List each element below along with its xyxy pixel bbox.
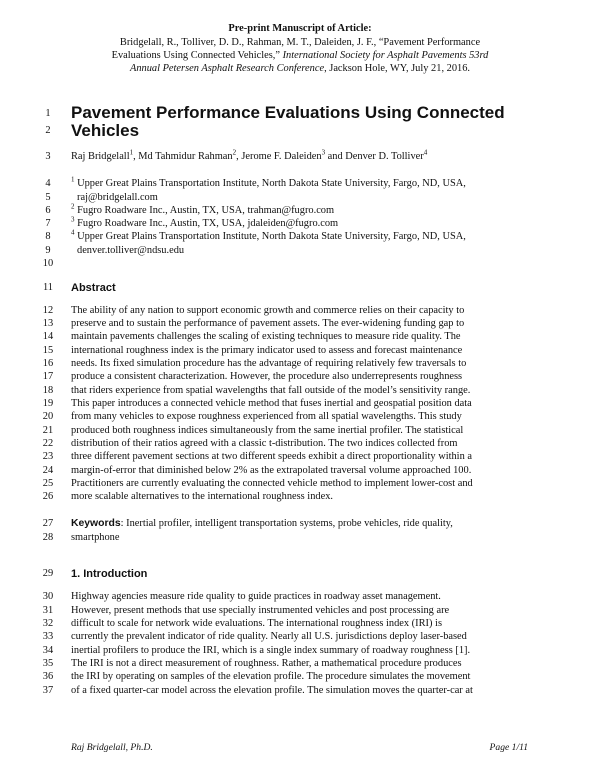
line-number: 19 xyxy=(42,398,54,409)
author-separator: , xyxy=(133,151,139,162)
keywords: Keywords: Inertial profiler, intelligent transportation systems, probe vehicles, ride quality, xyxy=(71,518,453,529)
citation-line-1: Bridgelall, R., Tolliver, D. D., Rahman, M. T., Daleiden, J. F., “Pavement Performance xyxy=(119,37,481,48)
footer-author: Raj Bridgelall, Ph.D. xyxy=(71,742,153,753)
line-number: 26 xyxy=(42,491,54,502)
intro-line: However, present methods that use specially instrumented vehicles and post processing are xyxy=(71,605,450,616)
line-number: 24 xyxy=(42,465,54,476)
line-number: 16 xyxy=(42,358,54,369)
line-number: 9 xyxy=(45,245,51,256)
keywords-label: Keywords xyxy=(71,518,121,529)
author-affiliation-mark: 2 xyxy=(232,148,237,157)
citation-line-2: Evaluations Using Connected Vehicles,” International Society for Asphalt Pavements 53rd xyxy=(111,50,489,61)
line-number: 13 xyxy=(42,318,54,329)
author-affiliation-mark: 3 xyxy=(321,148,326,157)
author-name: Md Tahmidur Rahman xyxy=(138,151,233,162)
keywords-continued: smartphone xyxy=(71,532,120,543)
author-list xyxy=(71,148,428,162)
line-number: 32 xyxy=(42,618,54,629)
author-name: Denver D. Tolliver xyxy=(345,151,424,162)
author-separator: and xyxy=(325,151,346,162)
line-number: 23 xyxy=(42,451,54,462)
intro-line: The IRI is not a direct measurement of roughness. Rather, a mathematical procedure produces xyxy=(71,658,462,669)
line-number: 33 xyxy=(42,631,54,642)
line-number: 37 xyxy=(42,685,54,696)
intro-line: of a fixed quarter-car model across the elevation profile. The simulation moves the quarter-car at xyxy=(71,685,473,696)
line-number: 6 xyxy=(45,205,51,216)
author-affiliation-mark: 4 xyxy=(423,148,428,157)
abstract-line: from many vehicles to expose roughness experienced from all spatial wavelengths. This study xyxy=(71,411,462,422)
line-number: 3 xyxy=(45,151,51,162)
abstract-line: distribution of their ratios agreed with a classic t-distribution. The two indices collected from xyxy=(71,438,458,449)
intro-line: currently the prevalent indicator of ride quality. Nearly all U.S. jurisdictions deploy laser-based xyxy=(71,631,467,642)
abstract-line: produce a consistent characterization. However, the procedure also underrepresents roughness xyxy=(71,371,463,382)
citation-line-3: Annual Petersen Asphalt Research Conference, Jackson Hole, WY, July 21, 2016. xyxy=(129,63,471,74)
affiliation: $^3$ Fugro Roadware Inc., Austin, TX, USA, jdaleiden@fugro.com xyxy=(71,215,339,229)
abstract-line: maintain pavements challenges the scaling of existing techniques to measure ride quality. The xyxy=(71,331,461,342)
author-affiliation-mark: 1 xyxy=(129,148,134,157)
abstract-line: This paper introduces a connected vehicle method that fuses inertial and geospatial position data xyxy=(71,398,472,409)
line-number: 25 xyxy=(42,478,54,489)
abstract-line: Practitioners are currently evaluating the connected vehicle method to implement lower-cost and xyxy=(71,478,473,489)
abstract-line: more scalable alternatives to the international roughness index. xyxy=(71,491,333,502)
line-number: 1 xyxy=(45,108,51,119)
line-number: 15 xyxy=(42,345,54,356)
line-number: 35 xyxy=(42,658,54,669)
abstract-line: margin-of-error that diminished below 2% as the extrapolated traversal volume approached 100. xyxy=(71,465,472,476)
line-number: 11 xyxy=(42,282,53,293)
abstract-line: three different pavement sections at two different speeds exhibit a direct proportionality within a xyxy=(71,451,472,462)
line-number: 10 xyxy=(42,258,54,269)
line-number: 7 xyxy=(45,218,51,229)
abstract-line: preserve and to sustain the performance of pavement assets. The ever-widening funding gap to xyxy=(71,318,465,329)
line-number: 22 xyxy=(42,438,54,449)
line-number: 21 xyxy=(42,425,54,436)
paper-title-line-1: Pavement Performance Evaluations Using Connected xyxy=(71,103,505,122)
preprint-label: Pre-print Manuscript of Article: xyxy=(228,23,372,34)
author-name: Raj Bridgelall xyxy=(71,151,130,162)
introduction-heading: 1. Introduction xyxy=(71,568,148,580)
line-number: 17 xyxy=(42,371,54,382)
line-number: 2 xyxy=(45,125,51,136)
line-number: 20 xyxy=(42,411,54,422)
intro-line: Highway agencies measure ride quality to guide practices in roadway asset management. xyxy=(71,591,441,602)
abstract-line: that riders experience from spatial wavelengths that fall outside of the model’s sensitivity range. xyxy=(71,385,471,396)
affiliation: $^1$ Upper Great Plains Transportation Institute, North Dakota State University, Fargo, ND, USA, xyxy=(71,175,466,189)
line-number: 29 xyxy=(42,568,54,579)
line-number: 14 xyxy=(42,331,54,342)
line-number: 34 xyxy=(42,645,54,656)
affiliation-email: denver.tolliver@ndsu.edu xyxy=(77,245,185,256)
line-number: 31 xyxy=(42,605,54,616)
abstract-heading: Abstract xyxy=(71,282,116,294)
affiliation-email: raj@bridgelall.com xyxy=(77,192,158,203)
line-number: 28 xyxy=(42,532,54,543)
author-separator: , xyxy=(236,151,242,162)
footer-page-number: Page 1/11 xyxy=(489,742,528,753)
author-name: Jerome F. Daleiden xyxy=(241,151,322,162)
abstract-line: The ability of any nation to support economic growth and commerce relies on their capacity to xyxy=(71,305,465,316)
line-number: 18 xyxy=(42,385,54,396)
line-number: 30 xyxy=(42,591,54,602)
line-number: 5 xyxy=(45,192,51,203)
line-number: 27 xyxy=(42,518,54,529)
paper-title-line-2: Vehicles xyxy=(71,121,140,140)
abstract-line: international roughness index is the primary indicator used to assess and forecast maintenance xyxy=(71,345,463,356)
abstract-line: needs. Its fixed simulation procedure has the advantage of requiring relatively few traversals to xyxy=(71,358,467,369)
line-number: 8 xyxy=(45,231,51,242)
affiliation: $^4$ Upper Great Plains Transportation Institute, North Dakota State University, Fargo, ND, USA, xyxy=(71,228,466,242)
intro-line: the IRI by operating on samples of the elevation profile. The procedure simulates the movement xyxy=(71,671,471,682)
abstract-line: produced both roughness indices simultaneously from the same inertial profiler. The statistical xyxy=(71,425,464,436)
intro-line: difficult to scale for network wide evaluations. The international roughness index (IRI) is xyxy=(71,618,442,629)
line-number: 12 xyxy=(42,305,54,316)
affiliation: $^2$ Fugro Roadware Inc., Austin, TX, USA, trahman@fugro.com xyxy=(71,202,335,216)
line-number: 36 xyxy=(42,671,54,682)
intro-line: inertial profilers to produce the IRI, which is a single index summary of roadway roughness [1]. xyxy=(71,645,471,656)
line-number: 4 xyxy=(45,178,51,189)
